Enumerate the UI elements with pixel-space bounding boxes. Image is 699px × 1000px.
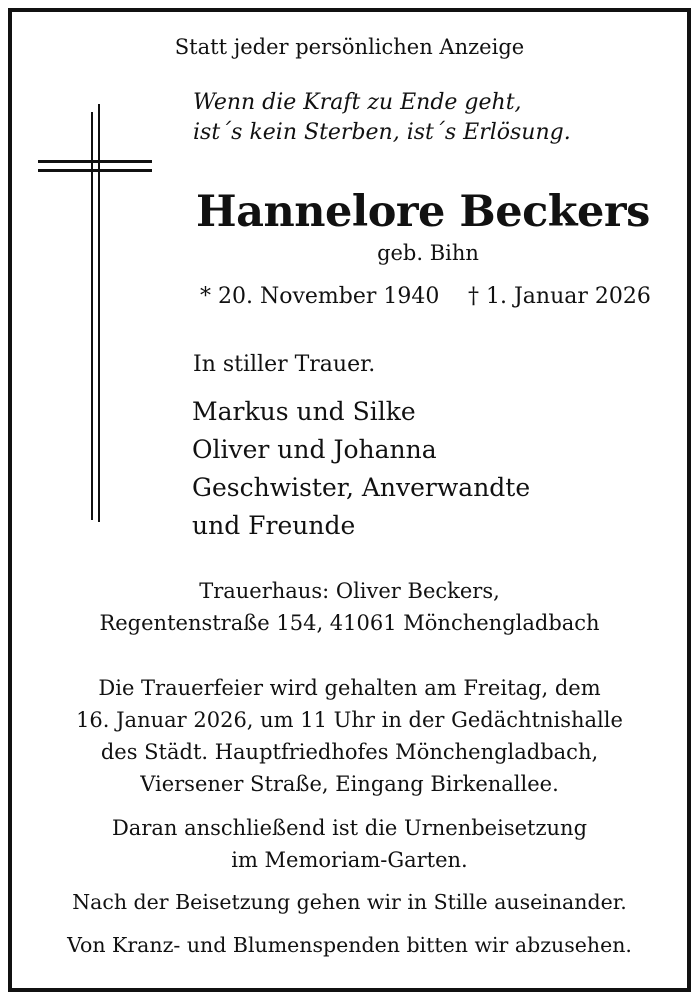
burial-line: im Memoriam-Garten.: [231, 848, 468, 872]
mourner-name: Oliver und Johanna: [192, 435, 437, 464]
burial-line: Daran anschließend ist die Urnenbeisetzung: [111, 816, 588, 840]
address-line-2: Regentenstraße 154, 41061 Mönchengladbach: [99, 611, 600, 635]
mourner-name: Geschwister, Anverwandte: [192, 473, 531, 502]
ceremony-line: des Städt. Hauptfriedhofes Mönchengladbach,: [100, 740, 599, 764]
birth-date: * 20. November 1940: [200, 284, 440, 309]
ceremony-line: Viersener Straße, Eingang Birkenallee.: [140, 772, 559, 796]
ceremony-line: Die Trauerfeier wird gehalten am Freitag, dem: [98, 676, 601, 700]
maiden-name: geb. Bihn: [377, 241, 479, 265]
quote-line-2: ist´s kein Sterben, ist´s Erlösung.: [193, 120, 571, 145]
quote-line-1: Wenn die Kraft zu Ende geht,: [193, 90, 522, 115]
mourning-intro: In stiller Trauer.: [193, 352, 376, 377]
ceremony-line: 16. Januar 2026, um 11 Uhr in der Gedächtnishalle: [76, 708, 623, 732]
closing-line-2: Von Kranz- und Blumenspenden bitten wir abzusehen.: [67, 933, 632, 957]
address-line-1: Trauerhaus: Oliver Beckers,: [199, 579, 500, 603]
death-date: † 1. Januar 2026: [468, 284, 651, 309]
mourner-name: Markus und Silke: [192, 397, 416, 426]
intro-text: Statt jeder persönlichen Anzeige: [174, 35, 525, 59]
mourner-name: und Freunde: [192, 511, 356, 540]
deceased-name: Hannelore Beckers: [196, 187, 650, 237]
closing-line-1: Nach der Beisetzung gehen wir in Stille auseinander.: [72, 890, 627, 914]
